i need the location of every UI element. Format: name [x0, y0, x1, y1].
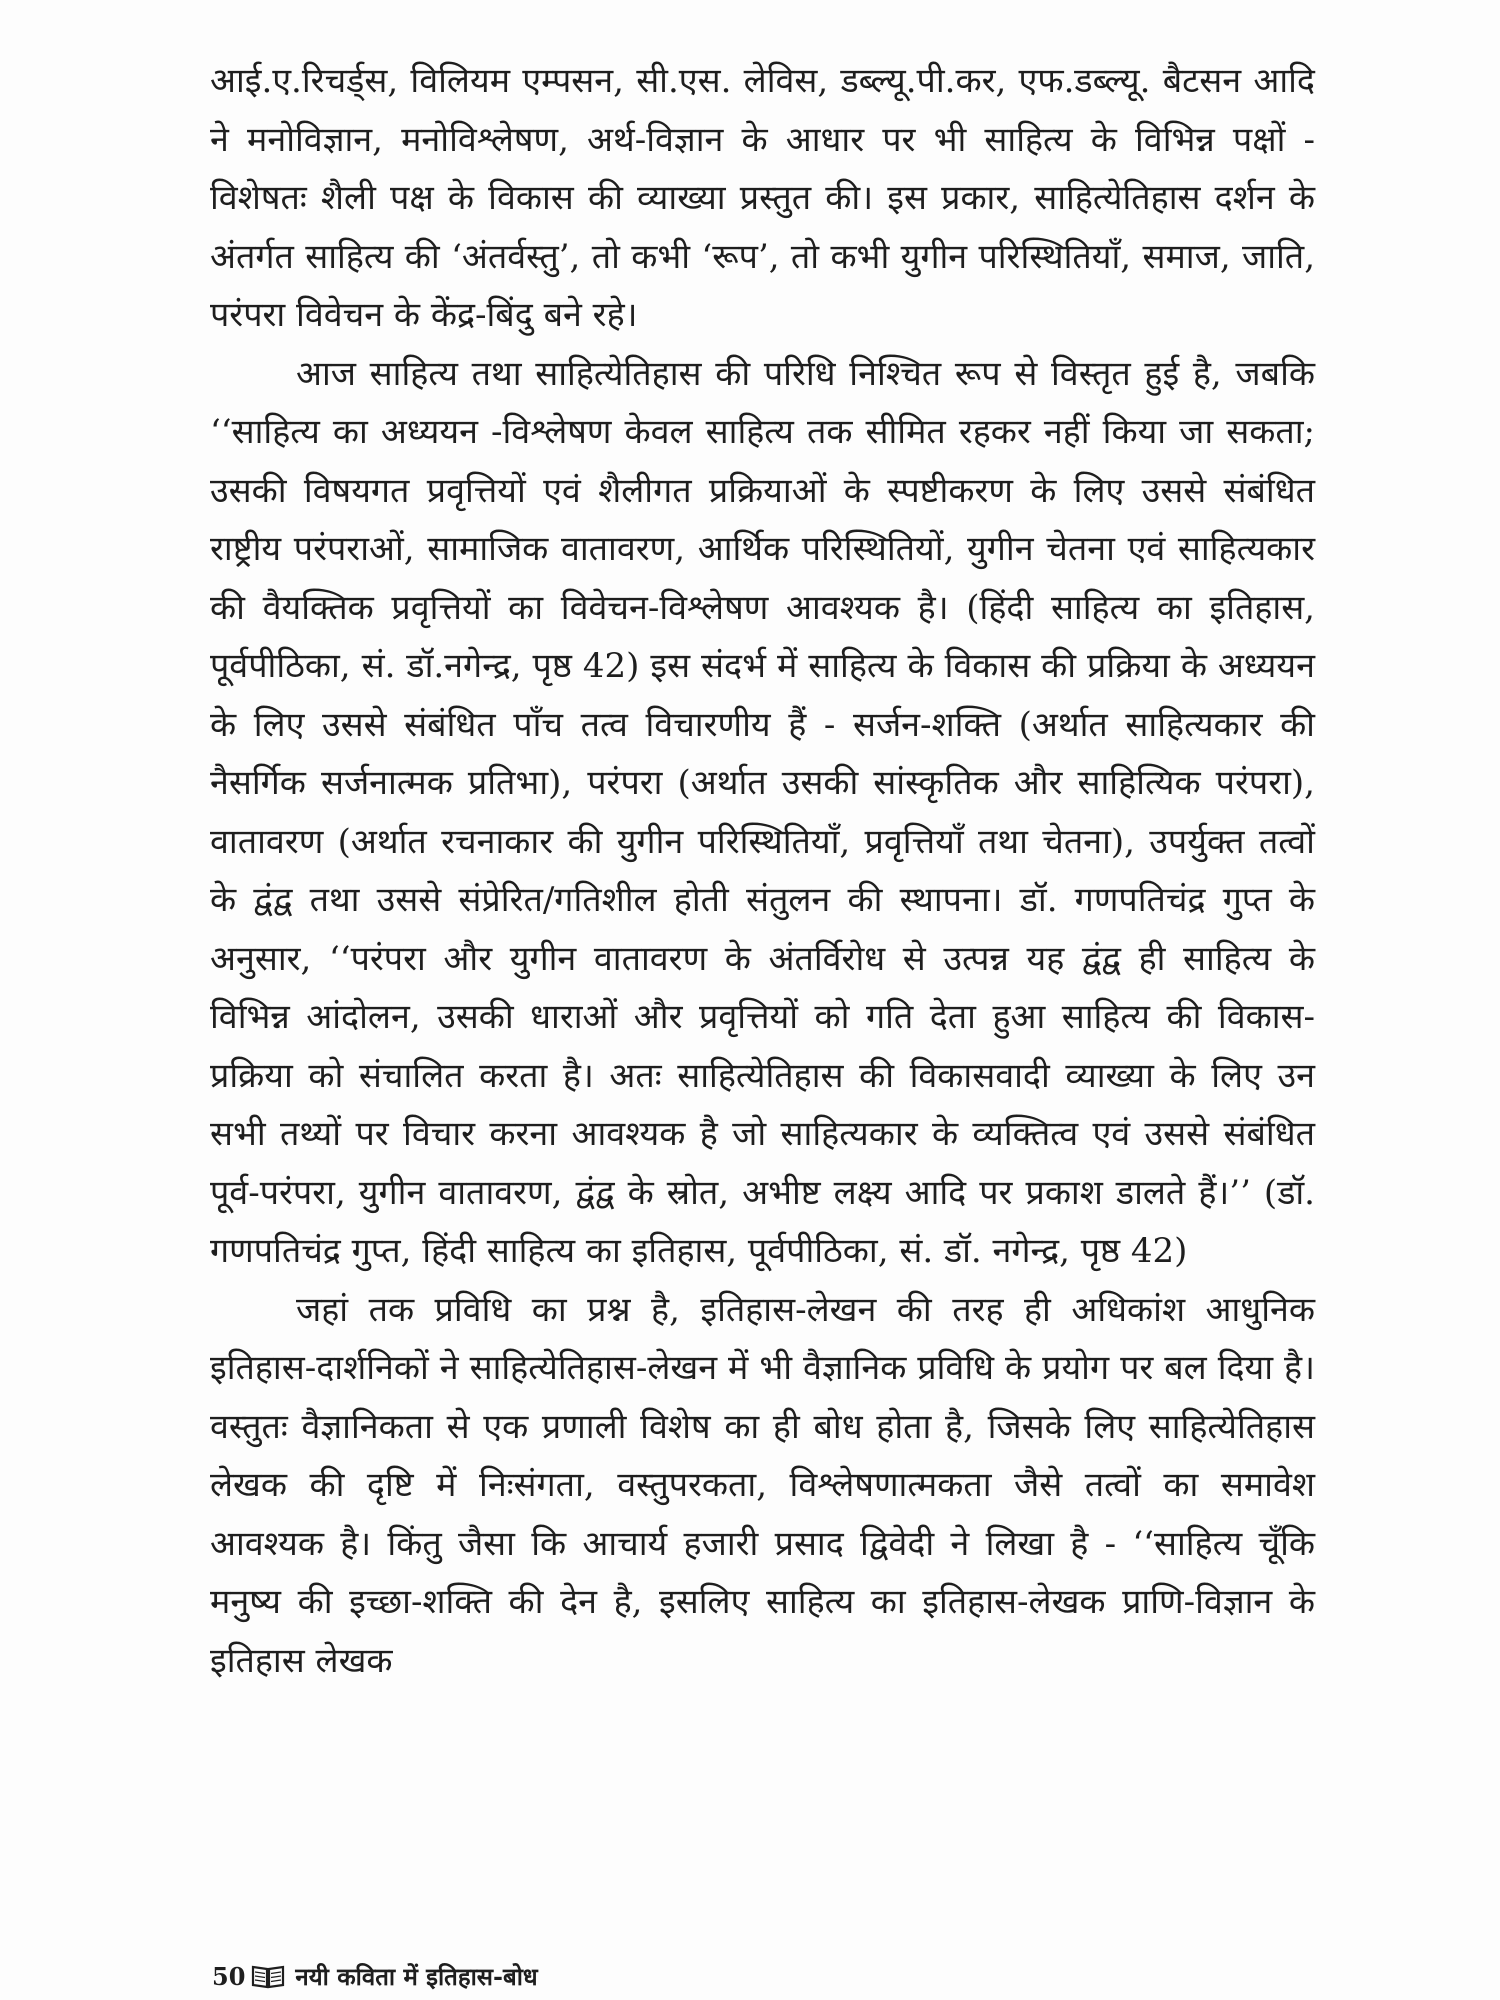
page-number: 50 — [212, 1961, 246, 1991]
paragraph-1: आई.ए.रिचर्ड्स, विलियम एम्पसन, सी.एस. लेविस, डब्ल्यू.पी.कर, एफ.डब्ल्यू. बैटसन आदि ने मनोविज्ञान, मनोविश्लेषण, अर्थ-विज्ञान के आधार पर भी साहित्य के विभिन्न पक्षों - विशेषतः शैली पक्ष के विकास की व्याख्या प्रस्तुत की। इस प्रकार, साहित्येतिहास दर्शन के अंतर्गत साहित्य की ‘अंतर्वस्तु’, तो कभी ‘रूप’, तो कभी युगीन परिस्थितियाँ, समाज, जाति, परंपरा विवेचन के केंद्र-बिंदु बने रहे। — [210, 61, 1315, 335]
open-book-icon — [251, 1963, 285, 1989]
paragraph-2: आज साहित्य तथा साहित्येतिहास की परिधि निश्चित रूप से विस्तृत हुई है, जबकि ‘‘साहित्य का अध्ययन -विश्लेषण केवल साहित्य तक सीमित रहकर नहीं किया जा सकता; उसकी विषयगत प्रवृत्तियों एवं शैलीगत प्रक्रियाओं के स्पष्टीकरण के लिए उससे संबंधित राष्ट्रीय परंपराओं, सामाजिक वातावरण, आर्थिक परिस्थितियों, युगीन चेतना एवं साहित्यकार की वैयक्तिक प्रवृत्तियों का विवेचन-विश्लेषण आवश्यक है। (हिंदी साहित्य का इतिहास, पूर्वपीठिका, सं. डॉ.नगेन्द्र, पृष्ठ 42) इस संदर्भ में साहित्य के विकास की प्रक्रिया के अध्ययन के लिए उससे संबंधित पाँच तत्व विचारणीय हैं - सर्जन-शक्ति (अर्थात साहित्यकार की नैसर्गिक सर्जनात्मक प्रतिभा), परंपरा (अर्थात उसकी सांस्कृतिक और साहित्यिक परंपरा), वातावरण (अर्थात रचनाकार की युगीन परिस्थितियाँ, प्रवृत्तियाँ तथा चेतना), उपर्युक्त तत्वों के द्वंद्व तथा उससे संप्रेरित/गतिशील होती संतुलन की स्थापना। डॉ. गणपतिचंद्र गुप्त के अनुसार, ‘‘परंपरा और युगीन वातावरण के अंतर्विरोध से उत्पन्न यह द्वंद्व ही साहित्य के विभिन्न आंदोलन, उसकी धाराओं और प्रवृत्तियों को गति देता हुआ साहित्य की विकास-प्रक्रिया को संचालित करता है। अतः साहित्येतिहास की विकासवादी व्याख्या के लिए उन सभी तथ्यों पर विचार करना आवश्यक है जो साहित्यकार के व्यक्तित्व एवं उससे संबंधित पूर्व-परंपरा, युगीन वातावरण, द्वंद्व के स्रोत, अभीष्ट लक्ष्य आदि पर प्रकाश डालते हैं।’’ (डॉ. गणपतिचंद्र गुप्त, हिंदी साहित्य का इतिहास, पूर्वपीठिका, सं. डॉ. नगेन्द्र, पृष्ठ 42) — [210, 353, 1315, 1271]
page-footer — [212, 1960, 538, 1992]
body-text — [210, 52, 1315, 1690]
book-title: नयी कविता में इतिहास-बोध — [295, 1961, 538, 1991]
paragraph-3: जहां तक प्रविधि का प्रश्न है, इतिहास-लेखन की तरह ही अधिकांश आधुनिक इतिहास-दार्शनिकों ने साहित्येतिहास-लेखन में भी वैज्ञानिक प्रविधि के प्रयोग पर बल दिया है। वस्तुतः वैज्ञानिकता से एक प्रणाली विशेष का ही बोध होता है, जिसके लिए साहित्येतिहास लेखक की दृष्टि में निःसंगता, वस्तुपरकता, विश्लेषणात्मकता जैसे तत्वों का समावेश आवश्यक है। किंतु जैसा कि आचार्य हजारी प्रसाद द्विवेदी ने लिखा है - ‘‘साहित्य चूँकि मनुष्य की इच्छा-शक्ति की देन है, इसलिए साहित्य का इतिहास-लेखक प्राणि-विज्ञान के इतिहास लेखक — [210, 1289, 1315, 1681]
